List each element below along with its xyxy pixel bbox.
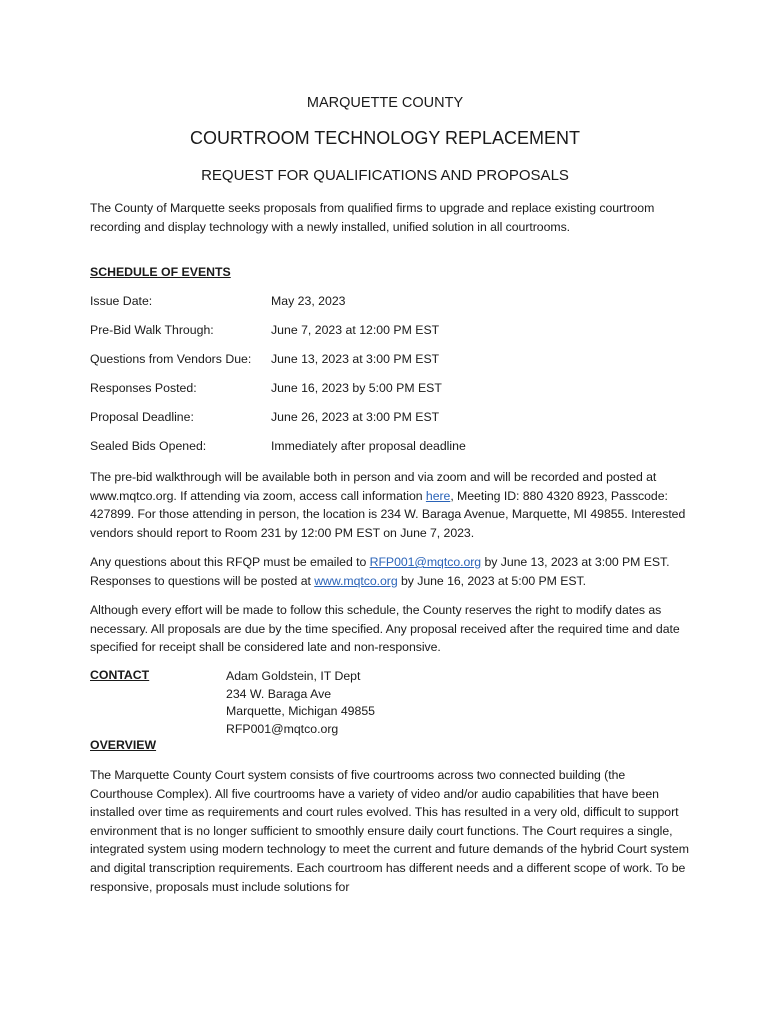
schedule-label: Issue Date:	[90, 294, 153, 308]
overview-paragraph: The Marquette County Court system consists of five courtrooms across two connected building (the Courthouse Complex). All five courtrooms have a variety of video and/or audio capabilities that have been installed over time as requirements and court rules evolved. This has resulted in a very old, difficult to support environment that is no longer sufficient to smoothly ensure daily court functions. The Court requires a single, integrated system using modern technology to meet the current and future demands of the hybrid Court system and digital transcription requirements. Each courtroom has different needs and a different scope of work. To be responsive, proposals must include solutions for	[90, 768, 689, 894]
contact-heading: CONTACT	[90, 668, 150, 682]
schedule-label: Proposal Deadline:	[90, 410, 194, 424]
schedule-value: June 26, 2023 at 3:00 PM EST	[271, 410, 440, 424]
rfp-email-link[interactable]: RFP001@mqtco.org	[369, 555, 482, 569]
questions-text: Any questions about this RFQP must be emailed to	[90, 555, 370, 569]
schedule-row	[90, 439, 710, 457]
schedule-label: Pre-Bid Walk Through:	[90, 323, 214, 337]
document-title: COURTROOM TECHNOLOGY REPLACEMENT	[189, 128, 581, 148]
questions-text: by June 13, 2023 at 3:00 PM EST. Responses to questions will be posted at	[90, 555, 670, 588]
schedule-value: June 13, 2023 at 3:00 PM EST	[271, 352, 440, 366]
schedule-label: Questions from Vendors Due:	[90, 352, 252, 366]
document-subtitle: REQUEST FOR QUALIFICATIONS AND PROPOSALS	[201, 167, 569, 184]
schedule-heading: SCHEDULE OF EVENTS	[90, 265, 231, 279]
intro-paragraph: The County of Marquette seeks proposals from qualified firms to upgrade and replace existing courtroom recording and display technology with a newly installed, unified solution in all courtrooms.	[90, 201, 655, 234]
walkthrough-text: , Meeting ID: 880 4320 8923, Passcode: 427899. For those attending in person, the location is 234 W. Baraga Avenue, Marquette, MI 49855. Interested vendors should report to Room 231 by 12:00 PM EST on June 7, 2023.	[90, 488, 686, 540]
schedule-value: June 16, 2023 by 5:00 PM EST	[271, 381, 442, 395]
contact-email: RFP001@mqtco.org	[226, 721, 339, 736]
schedule-value: Immediately after proposal deadline	[271, 439, 466, 453]
contact-name: Adam Goldstein, IT Dept	[226, 669, 361, 683]
schedule-row	[90, 410, 710, 428]
schedule-row	[90, 323, 710, 341]
county-heading: MARQUETTE COUNTY	[306, 95, 464, 111]
schedule-label: Responses Posted:	[90, 381, 197, 395]
walkthrough-paragraph	[90, 468, 690, 542]
contact-street: 234 W. Baraga Ave	[226, 686, 332, 701]
website-link[interactable]: www.mqtco.org	[314, 573, 398, 588]
walkthrough-text: The pre-bid walkthrough will be available both in person and via zoom and will be recorded and posted at www.mqtco.org. If attending via zoom, access call information	[90, 470, 657, 503]
schedule-row	[90, 381, 710, 399]
schedule-label: Sealed Bids Opened:	[90, 439, 207, 453]
contact-block	[226, 668, 375, 738]
schedule-value: June 7, 2023 at 12:00 PM EST	[271, 323, 440, 337]
contact-city: Marquette, Michigan 49855	[226, 704, 376, 718]
schedule-note-paragraph: Although every effort will be made to follow this schedule, the County reserves the right to modify dates as necessary. All proposals are due by the time specified. Any proposal received after the required time and date specified for receipt shall be considered late and non-responsive.	[90, 603, 680, 655]
schedule-row	[90, 294, 710, 312]
overview-heading: OVERVIEW	[90, 738, 157, 752]
schedule-row	[90, 352, 710, 370]
zoom-info-link[interactable]: here	[425, 488, 451, 503]
schedule-value: May 23, 2023	[271, 294, 346, 308]
questions-paragraph	[90, 553, 690, 590]
questions-text: by June 16, 2023 at 5:00 PM EST.	[397, 573, 587, 588]
